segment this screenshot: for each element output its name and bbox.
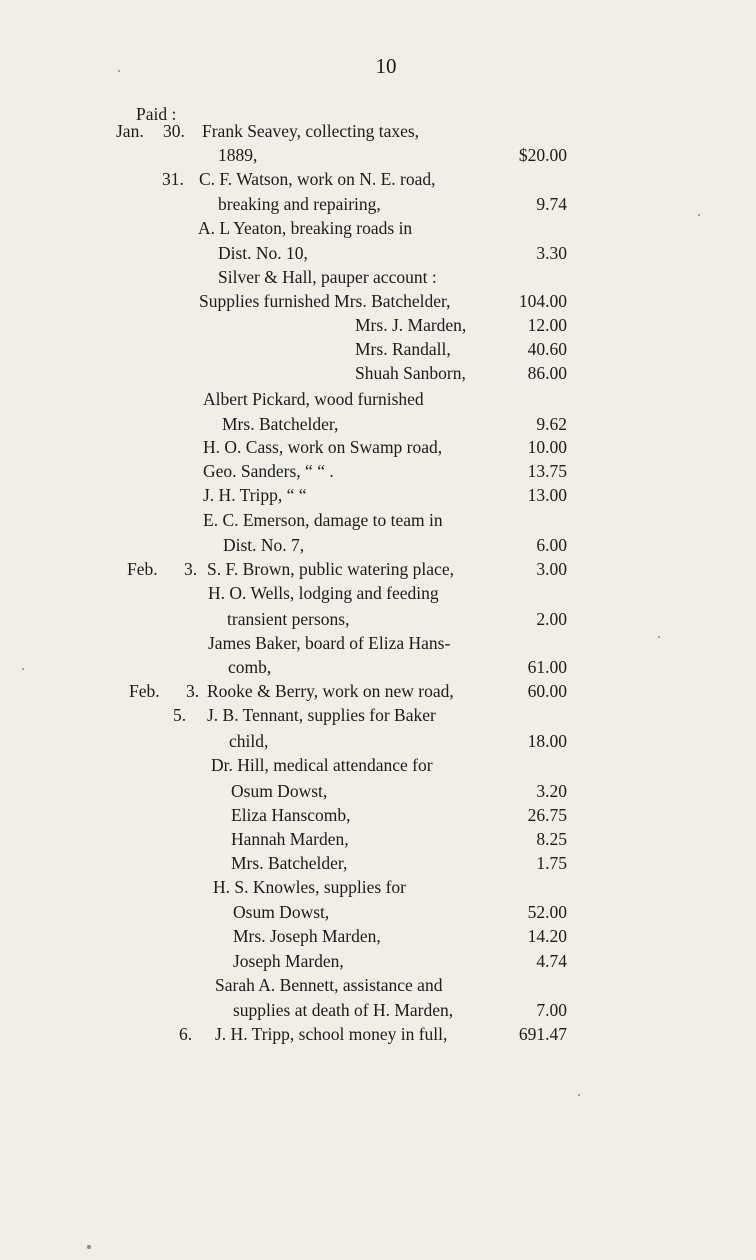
- entry-description: H. O. Cass, work on Swamp road,: [203, 437, 443, 457]
- ledger-row: [0, 264, 756, 290]
- paper-speck: [578, 1094, 580, 1096]
- entry-description: H. S. Knowles, supplies for: [213, 877, 406, 897]
- ledger-row: [0, 654, 756, 680]
- ledger-row: [0, 606, 756, 632]
- entry-description: J. H. Tripp, school money in full,: [215, 1024, 448, 1044]
- ledger-row: [0, 386, 756, 412]
- entry-description: Hannah Marden,: [231, 829, 349, 849]
- entry-description: Mrs. Batchelder,: [222, 414, 339, 434]
- entry-amount: 8.25: [536, 829, 567, 849]
- entry-amount: 61.00: [527, 657, 567, 677]
- entry-amount: 12.00: [527, 315, 567, 335]
- entry-amount: 9.62: [536, 414, 567, 434]
- entry-amount: 1.75: [536, 853, 567, 873]
- entry-description: Joseph Marden,: [233, 951, 344, 971]
- entry-day: 3.: [186, 681, 200, 701]
- entry-description: Rooke & Berry, work on new road,: [207, 681, 454, 701]
- entry-day: 3.: [184, 559, 198, 579]
- entry-amount: 14.20: [527, 926, 567, 946]
- entry-amount: $20.00: [518, 145, 567, 165]
- ledger-row: [0, 997, 756, 1023]
- entry-description: 1889,: [218, 145, 258, 165]
- ledger-row: [0, 191, 756, 217]
- paper-speck: [698, 214, 700, 216]
- entry-description: Albert Pickard, wood furnished: [203, 389, 424, 409]
- ledger-row: [0, 434, 756, 460]
- entry-amount: 3.30: [536, 243, 567, 263]
- entry-day: 30.: [163, 121, 185, 141]
- entry-description: Mrs. J. Marden,: [355, 315, 467, 335]
- entry-amount: 13.75: [527, 461, 567, 481]
- ledger-row: [0, 1021, 756, 1047]
- entry-description: J. H. Tripp, “ “: [203, 485, 307, 505]
- entry-description: Mrs. Joseph Marden,: [233, 926, 381, 946]
- entry-description: Dist. No. 7,: [223, 535, 305, 555]
- ledger-row: [0, 899, 756, 925]
- ledger-row: [0, 802, 756, 828]
- ledger-row: [0, 142, 756, 168]
- entry-amount: 10.00: [527, 437, 567, 457]
- entry-description: Sarah A. Bennett, assistance and: [215, 975, 443, 995]
- entry-description: child,: [229, 731, 269, 751]
- entry-amount: 9.74: [536, 194, 567, 214]
- ledger-row: [0, 336, 756, 362]
- paper-speck: [22, 668, 24, 670]
- entry-amount: 7.00: [536, 1000, 567, 1020]
- entry-description: Silver & Hall, pauper account :: [218, 267, 437, 287]
- ledger-row: [0, 240, 756, 266]
- entry-amount: 4.74: [536, 951, 567, 971]
- entry-amount: 13.00: [527, 485, 567, 505]
- entry-description: J. B. Tennant, supplies for Baker: [207, 705, 436, 725]
- entry-description: Osum Dowst,: [233, 902, 330, 922]
- entry-description: breaking and repairing,: [218, 194, 381, 214]
- entry-description: S. F. Brown, public watering place,: [207, 559, 454, 579]
- entry-month: Feb.: [129, 681, 160, 701]
- entry-description: Dist. No. 10,: [218, 243, 308, 263]
- ledger-row: [0, 458, 756, 484]
- entry-description: Mrs. Randall,: [355, 339, 451, 359]
- paper-speck: [658, 636, 660, 638]
- entry-description: Frank Seavey, collecting taxes,: [202, 121, 420, 141]
- ledger-row: [0, 288, 756, 314]
- entry-day: 6.: [179, 1024, 193, 1044]
- ledger-row: [0, 360, 756, 386]
- entry-description: Osum Dowst,: [231, 781, 328, 801]
- ledger-row: [0, 826, 756, 852]
- ledger-row: [0, 532, 756, 558]
- entry-description: Mrs. Batchelder,: [231, 853, 348, 873]
- ledger-row: [0, 556, 756, 582]
- entry-description: transient persons,: [227, 609, 350, 629]
- entry-description: E. C. Emerson, damage to team in: [203, 510, 443, 530]
- entry-amount: 6.00: [536, 535, 567, 555]
- ledger-row: [0, 215, 756, 241]
- entry-amount: 3.20: [536, 781, 567, 801]
- ledger-row: [0, 728, 756, 754]
- entry-amount: 104.00: [518, 291, 567, 311]
- entry-amount: 2.00: [536, 609, 567, 629]
- ledger-row: [0, 166, 756, 192]
- entry-description: Supplies furnished Mrs. Batchelder,: [199, 291, 451, 311]
- entry-amount: 691.47: [518, 1024, 567, 1044]
- ledger-row: [0, 482, 756, 508]
- entry-description: supplies at death of H. Marden,: [233, 1000, 454, 1020]
- paper-speck: [118, 70, 120, 72]
- ledger-row: [0, 118, 756, 144]
- entry-amount: 3.00: [536, 559, 567, 579]
- ledger-heading: Paid :: [136, 104, 177, 124]
- entry-description: comb,: [228, 657, 272, 677]
- ledger-row: [0, 702, 756, 728]
- entry-description: Eliza Hanscomb,: [231, 805, 351, 825]
- ledger-row: [0, 752, 756, 778]
- entry-amount: 52.00: [527, 902, 567, 922]
- ledger-row: [0, 630, 756, 656]
- entry-description: James Baker, board of Eliza Hans-: [208, 633, 451, 653]
- ledger-row: [0, 850, 756, 876]
- ledger-row: [0, 972, 756, 998]
- entry-month: Feb.: [127, 559, 158, 579]
- ledger-row: [0, 312, 756, 338]
- entry-description: C. F. Watson, work on N. E. road,: [199, 169, 436, 189]
- entry-amount: 18.00: [527, 731, 567, 751]
- entry-amount: 60.00: [527, 681, 567, 701]
- entry-description: A. L Yeaton, breaking roads in: [198, 218, 413, 238]
- page-number: 10: [375, 54, 397, 78]
- entry-month: Jan.: [116, 121, 144, 141]
- ledger-row: [0, 923, 756, 949]
- entry-day: 31.: [162, 169, 184, 189]
- entry-description: H. O. Wells, lodging and feeding: [208, 583, 439, 603]
- ledger-row: [0, 874, 756, 900]
- ledger-row: [0, 678, 756, 704]
- entry-description: Geo. Sanders, “ “ .: [203, 461, 334, 481]
- entry-description: Dr. Hill, medical attendance for: [211, 755, 433, 775]
- ledger-row: [0, 778, 756, 804]
- paper-speck: [87, 1245, 91, 1249]
- ledger-row: [0, 580, 756, 606]
- ledger-row: [0, 507, 756, 533]
- entry-description: Shuah Sanborn,: [355, 363, 466, 383]
- entry-amount: 86.00: [527, 363, 567, 383]
- entry-amount: 40.60: [527, 339, 567, 359]
- entry-amount: 26.75: [527, 805, 567, 825]
- entry-day: 5.: [173, 705, 187, 725]
- ledger-row: [0, 948, 756, 974]
